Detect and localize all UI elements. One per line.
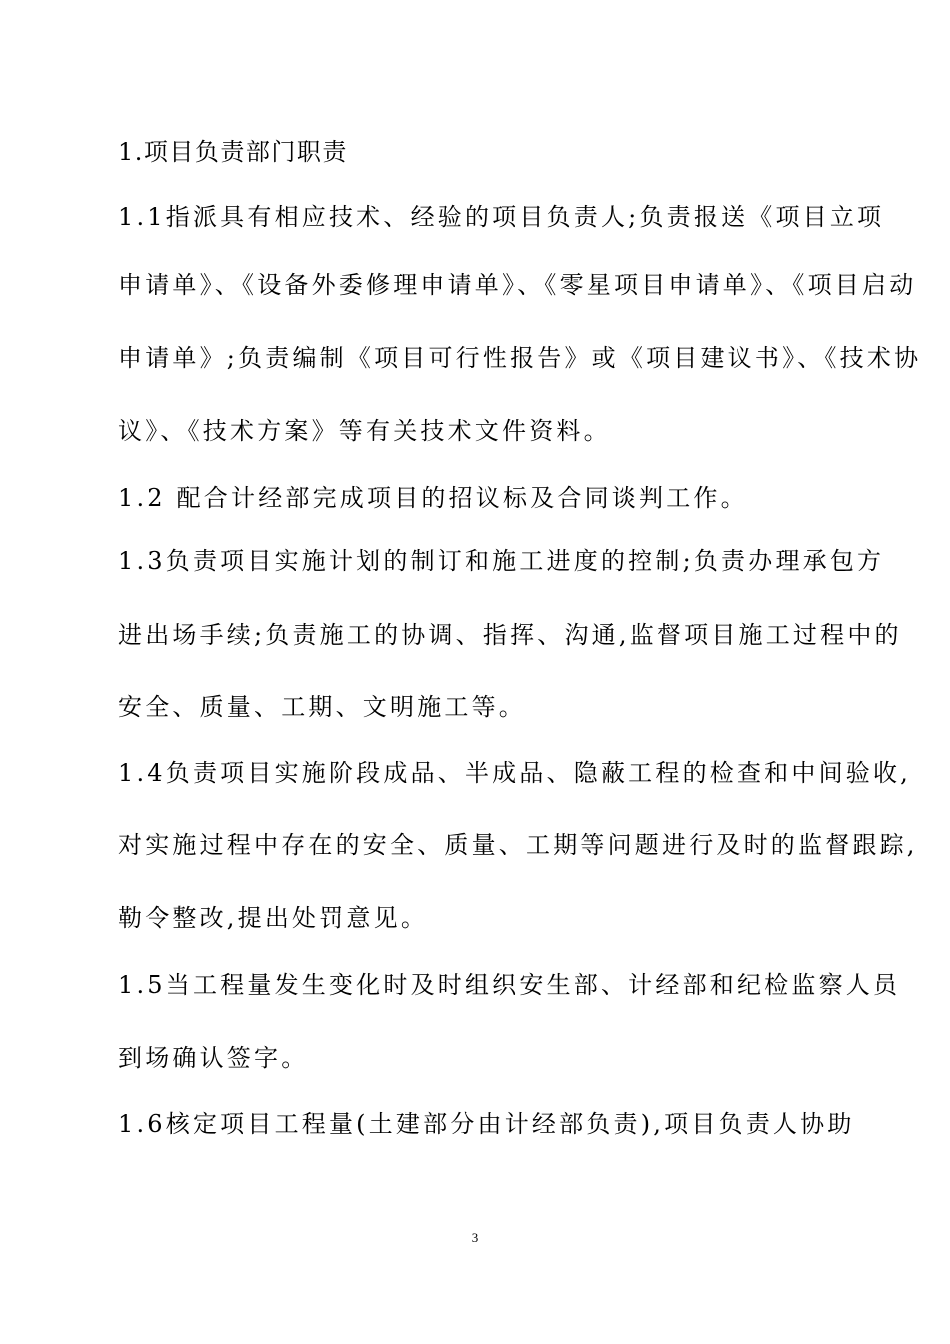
paragraph-line: 申请单》;负责编制《项目可行性报告》或《项目建议书》、《技术协 — [118, 344, 922, 372]
section-title: 1.项目负责部门职责 — [118, 138, 348, 166]
paragraph-line: 申请单》、《设备外委修理申请单》、《零星项目申请单》、《项目启动 — [118, 271, 917, 299]
paragraph-line: 勒令整改,提出处罚意见。 — [118, 904, 429, 932]
paragraph-line: 1.5当工程量发生变化时及时组织安生部、计经部和纪检监察人员 — [118, 971, 901, 999]
paragraph-line: 1.6核定项目工程量(土建部分由计经部负责),项目负责人协助 — [118, 1110, 855, 1138]
paragraph-line: 安全、质量、工期、文明施工等。 — [118, 693, 526, 721]
paragraph-line: 1.3负责项目实施计划的制订和施工进度的控制;负责办理承包方 — [118, 547, 885, 575]
paragraph-line: 到场确认签字。 — [118, 1044, 309, 1072]
paragraph-line: 1.2 配合计经部完成项目的招议标及合同谈判工作。 — [118, 484, 748, 512]
paragraph-line: 进出场手续;负责施工的协调、指挥、沟通,监督项目施工过程中的 — [118, 621, 902, 649]
paragraph-line: 1.4负责项目实施阶段成品、半成品、隐蔽工程的检查和中间验收, — [118, 759, 911, 787]
paragraph-line: 议》、《技术方案》等有关技术文件资料。 — [118, 417, 611, 445]
page-number: 3 — [471, 1230, 479, 1245]
paragraph-line: 1.1指派具有相应技术、经验的项目负责人;负责报送《项目立项 — [118, 203, 885, 231]
paragraph-line: 对实施过程中存在的安全、质量、工期等问题进行及时的监督跟踪, — [118, 831, 918, 859]
